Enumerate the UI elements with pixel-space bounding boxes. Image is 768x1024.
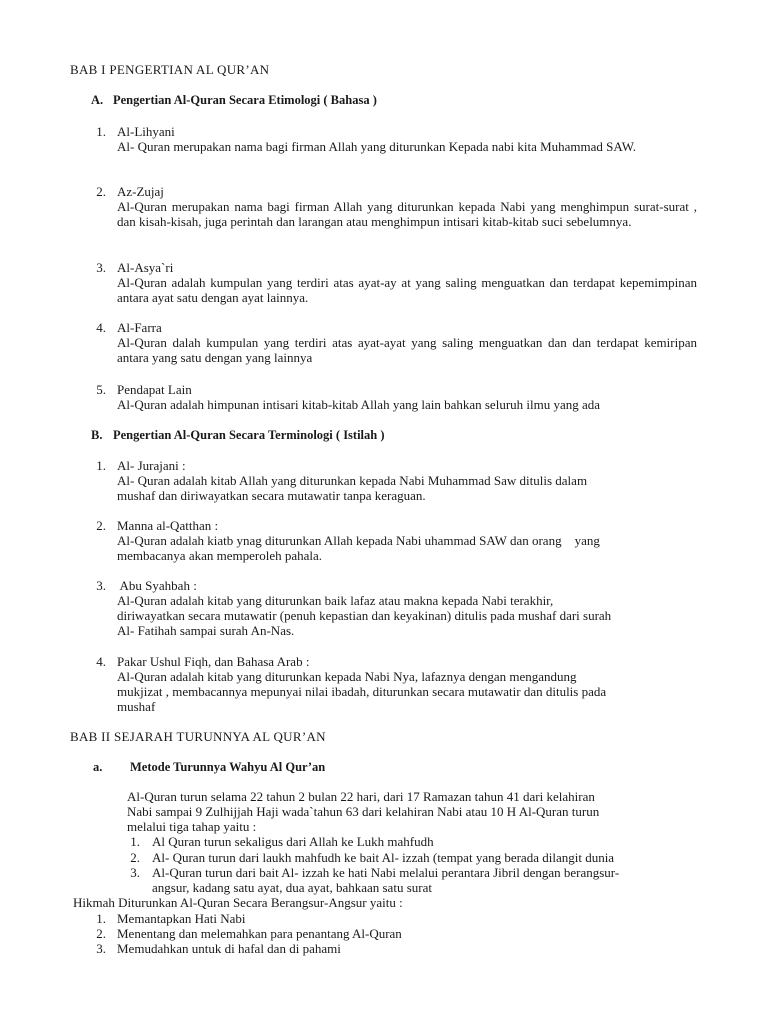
text-line: Al- Fatihah sampai surah An-Nas.	[117, 623, 295, 639]
definition-text	[117, 593, 611, 639]
list-item-text: Memudahkan untuk di hafal dan di pahami	[117, 941, 341, 956]
list-item-number: 2.	[96, 926, 106, 941]
text-line: diriwayatkan secara mutawatir (penuh kepastian dan keyakinan) ditulis pada mushaf dari surah	[117, 608, 612, 624]
definition-source: Manna al-Qatthan :	[117, 518, 219, 533]
list-item-number: 1.	[130, 834, 140, 849]
list-item-number: 2.	[96, 184, 106, 199]
section-b-heading: Pengertian Al-Quran Secara Terminologi ( Istilah )	[113, 428, 385, 442]
definition-source: Abu Syahbah :	[117, 578, 197, 593]
chapter-2-title: BAB II SEJARAH TURUNNYA AL QUR’AN	[70, 729, 326, 744]
list-item-text: Al- Quran turun dari laukh mahfudh ke bait Al- izzah (tempat yang berada dilangit dunia	[152, 850, 615, 865]
text-line: Al-Quran adalah kitab yang diturunkan kepada Nabi Nya, lafaznya dengan mengandung	[117, 669, 577, 684]
list-item-number: 1.	[96, 124, 106, 139]
list-item-number: 3.	[130, 865, 140, 880]
definition-source: Al- Jurajani :	[117, 458, 186, 473]
text-line: Al-Quran adalah kitab yang diturunkan baik lafaz atau makna kepada Nabi terakhir,	[117, 593, 554, 608]
list-item-number: 3.	[96, 578, 106, 593]
list-item-number: 4.	[96, 654, 106, 669]
definition-source: Az-Zujaj	[117, 184, 164, 199]
definition-text	[117, 473, 587, 503]
subsection-marker: a.	[93, 760, 103, 774]
paragraph	[127, 789, 599, 835]
text-line: Al-Quran turun dari bait Al- izzah ke hati Nabi melalui perantara Jibril dengan berangsur-	[152, 865, 620, 880]
subsection-heading: Metode Turunnya Wahyu Al Qur’an	[130, 760, 326, 774]
list-item-number: 2.	[96, 518, 106, 533]
text-line: Al-Quran adalah kiatb ynag diturunkan Allah kepada Nabi uhammad SAW dan orang yang	[117, 533, 600, 548]
list-item-text: Memantapkan Hati Nabi	[117, 911, 246, 926]
definition-source: Al-Farra	[117, 320, 162, 335]
definition-source: Al-Asya`ri	[117, 260, 174, 275]
text-line: melalui tiga tahap yaitu :	[127, 819, 257, 835]
list-item-number: 2.	[130, 850, 140, 865]
list-item-number: 4.	[96, 320, 106, 335]
definition-text: Al-Quran adalah kumpulan yang terdiri atas ayat-ay at yang saling menguatkan dan terdapat kepemimpinan antara ayat satu dengan ayat lainnya.	[117, 275, 697, 306]
definition-source: Pakar Ushul Fiqh, dan Bahasa Arab :	[117, 654, 310, 669]
text-line: Al- Quran adalah kitab Allah yang diturunkan kepada Nabi Muhammad Saw ditulis dalam	[117, 473, 588, 488]
text-line: Nabi sampai 9 Zulhijjah Haji wada`tahun 63 dari kelahiran Nabi atau 10 H Al-Quran turun	[127, 804, 600, 820]
definition-text: Al- Quran merupakan nama bagi firman Allah yang diturunkan Kepada nabi kita Muhammad SAW.	[117, 139, 637, 154]
section-a-marker: A.	[91, 93, 104, 107]
text-line: mushaf	[117, 699, 156, 715]
text-line: mukjizat , membacannya mepunyai nilai ibadah, diturunkan secara mutawatir dan ditulis pada	[117, 684, 607, 700]
definition-text: Al-Quran adalah himpunan intisari kitab-kitab Allah yang lain bahkan seluruh ilmu yang ada	[117, 397, 601, 412]
definition-text	[117, 533, 600, 563]
text-line: membacanya akan memperoleh pahala.	[117, 548, 323, 564]
chapter-1-title: BAB I PENGERTIAN AL QUR’AN	[70, 62, 270, 77]
list-item-number: 5.	[96, 382, 106, 397]
definition-text	[117, 669, 606, 715]
section-b-marker: B.	[91, 428, 103, 442]
list-item-number: 1.	[96, 911, 106, 926]
definition-source: Pendapat Lain	[117, 382, 192, 397]
hikmah-heading: Hikmah Diturunkan Al-Quran Secara Berangsur-Angsur yaitu :	[73, 895, 403, 910]
list-item-number: 1.	[96, 458, 106, 473]
section-a-heading: Pengertian Al-Quran Secara Etimologi ( Bahasa )	[113, 93, 377, 107]
text-line: Al-Quran turun selama 22 tahun 2 bulan 22 hari, dari 17 Ramazan tahun 41 dari kelahiran	[127, 789, 595, 804]
text-line: mushaf dan diriwayatkan secara mutawatir tanpa keraguan.	[117, 488, 426, 504]
text-line: angsur, kadang satu ayat, dua ayat, bahkaan satu surat	[152, 880, 432, 896]
list-item-number: 3.	[96, 941, 106, 956]
list-item-text: Al Quran turun sekaligus dari Allah ke Lukh mahfudh	[152, 834, 434, 849]
list-item-text: Menentang dan melemahkan para penantang Al-Quran	[117, 926, 402, 941]
definition-source: Al-Lihyani	[117, 124, 175, 139]
definition-text: Al-Quran merupakan nama bagi firman Allah yang diturunkan kepada Nabi yang menghimpun surat-surat , dan kisah-kisah, juga perintah dan larangan atau menghimpun intisari kitab-kitab suci sebelumnya.	[117, 199, 697, 230]
list-item-text	[152, 865, 619, 895]
list-item-number: 3.	[96, 260, 106, 275]
definition-text: Al-Quran dalah kumpulan yang terdiri atas ayat-ayat yang saling menguatkan dan dan terdapat kemiripan antara yang satu dengan yang lainnya	[117, 335, 697, 366]
